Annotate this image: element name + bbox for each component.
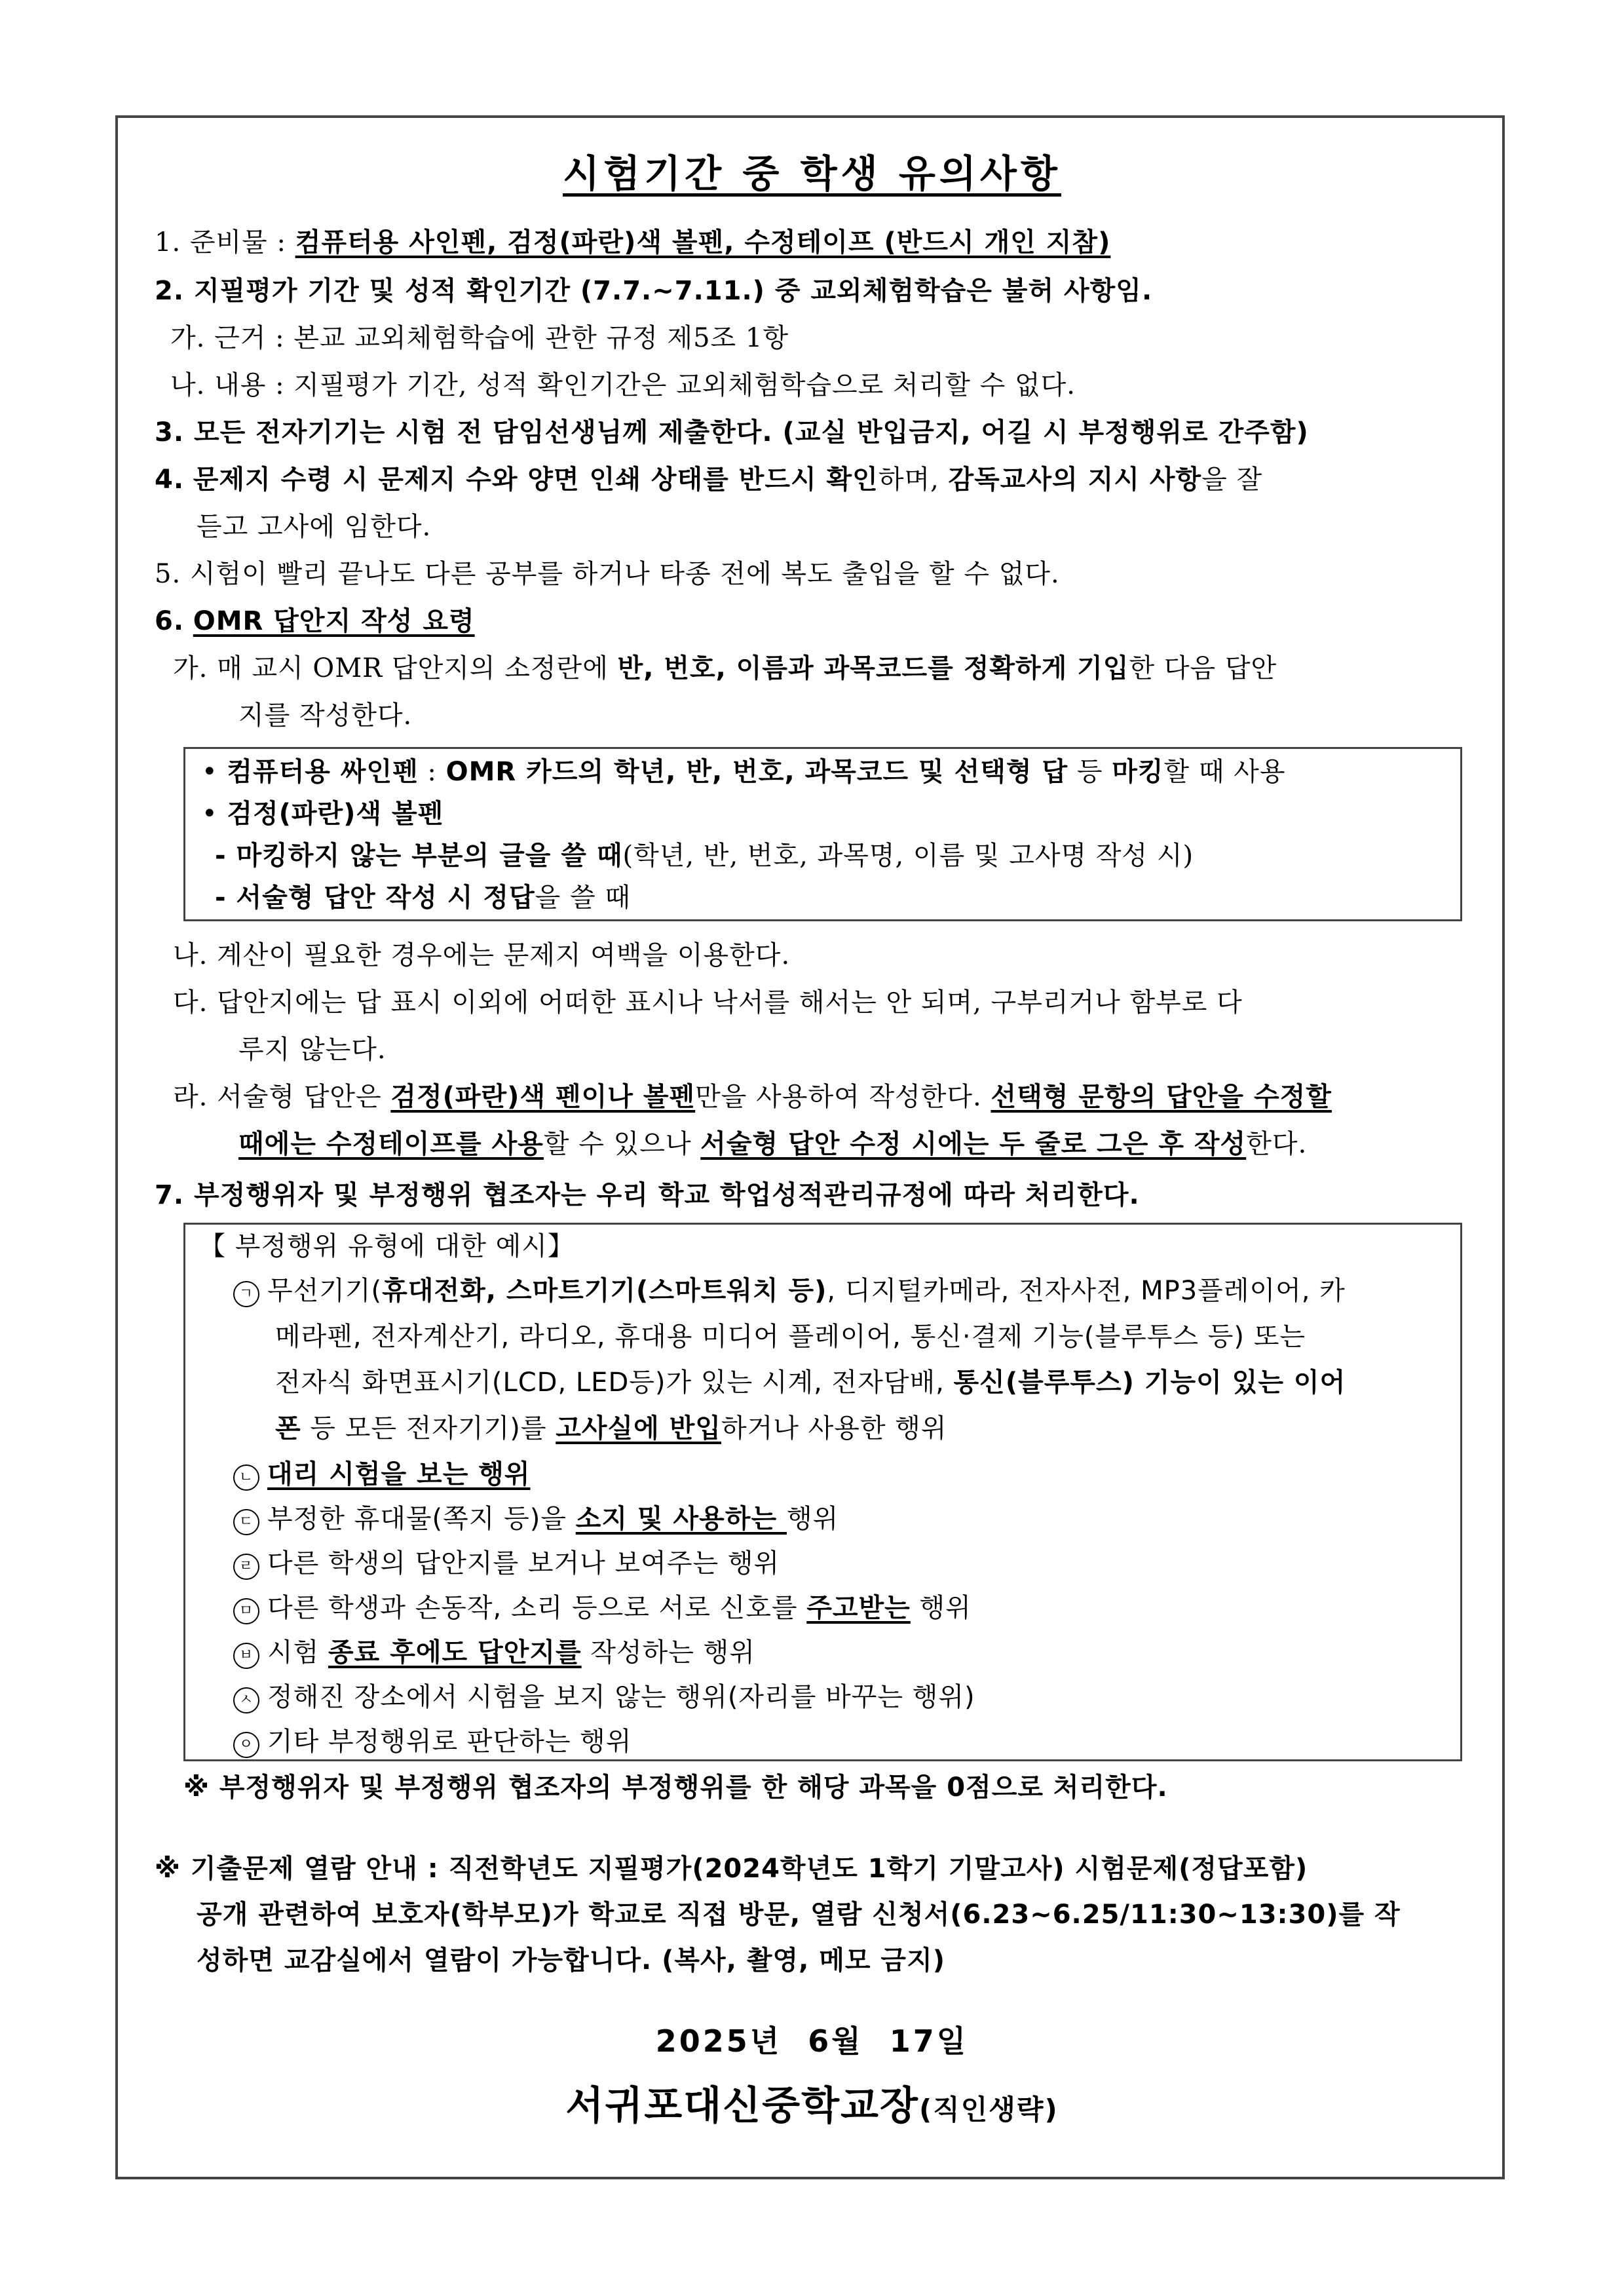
item-2: 2. 지필평가 기간 및 성적 확인기간 (7.7.~7.11.) 중 교외체험학습은 불허 사항임. bbox=[155, 276, 1153, 306]
misconduct-header: 【 부정행위 유형에 대한 예시】 bbox=[199, 1231, 575, 1261]
item-3: 3. 모든 전자기기는 시험 전 담임선생님께 제출한다. (교실 반입금지, 어길 시 부정행위로 간주함) bbox=[155, 417, 1309, 448]
misconduct-example-5: ㅁ 다른 학생과 손동작, 소리 등으로 서로 신호를 주고받는 행위 bbox=[233, 1595, 972, 1624]
item-6-na: 나. 계산이 필요한 경우에는 문제지 여백을 이용한다. bbox=[173, 940, 791, 970]
item-4-line2: 듣고 고사에 임한다. bbox=[197, 512, 432, 542]
issue-date: 2025년 6월 17일 bbox=[655, 2023, 969, 2059]
misconduct-example-3: ㄷ 부정한 휴대물(쪽지 등)을 소지 및 사용하는 행위 bbox=[233, 1506, 839, 1535]
misconduct-example-1-line4: 폰 등 모든 전자기기)를 고사실에 반입하거나 사용한 행위 bbox=[275, 1413, 947, 1444]
item-2-ga: 가. 근거 : 본교 교외체험학습에 관한 규정 제5조 1항 bbox=[170, 323, 789, 353]
circled-letter-icon: ㅅ bbox=[233, 1687, 259, 1713]
item-6: 6. OMR 답안지 작성 요령 bbox=[155, 606, 475, 636]
omr-tools-line-4: - 서술형 답안 작성 시 정답을 쓸 때 bbox=[215, 883, 631, 913]
circled-letter-icon: ㄷ bbox=[233, 1509, 259, 1535]
seal-omitted: (직인생략) bbox=[918, 2094, 1059, 2126]
misconduct-example-1-line3: 전자식 화면표시기(LCD, LED등)가 있는 시계, 전자담배, 통신(블루투스) 기능이 있는 이어 bbox=[275, 1368, 1346, 1398]
item-6-ga: 가. 매 교시 OMR 답안지의 소정란에 반, 번호, 이름과 과목코드를 정확하게 기입한 다음 답안 bbox=[173, 653, 1277, 683]
page-title: 시험기간 중 학생 유의사항 bbox=[563, 151, 1061, 196]
past-exam-note-line2: 공개 관련하여 보호자(학부모)가 학교로 직접 방문, 열람 신청서(6.23~6.25/11:30~13:30)를 작 bbox=[197, 1900, 1401, 1930]
misconduct-example-1: ㄱ 무선기기(휴대전화, 스마트기기(스마트워치 등), 디지털카메라, 전자사전, MP3플레이어, 카 bbox=[233, 1278, 1346, 1307]
misconduct-example-1-line2: 메라펜, 전자계산기, 라디오, 휴대용 미디어 플레이어, 통신·결제 기능(블루투스 등) 또는 bbox=[275, 1322, 1306, 1352]
penalty-note: ※ 부정행위자 및 부정행위 협조자의 부정행위를 한 해당 과목을 0점으로 처리한다. bbox=[183, 1772, 1168, 1803]
misconduct-example-7: ㅅ 정해진 장소에서 시험을 보지 않는 행위(자리를 바꾸는 행위) bbox=[233, 1684, 975, 1713]
item-1: 1. 준비물 : 컴퓨터용 사인펜, 검정(파란)색 볼펜, 수정테이프 (반드시 개인 지참) bbox=[155, 227, 1111, 258]
past-exam-note-line1: ※ 기출문제 열람 안내 : 직전학년도 지필평가(2024학년도 1학기 기말고사) 시험문제(정답포함) bbox=[155, 1854, 1308, 1884]
circled-letter-icon: ㅂ bbox=[233, 1643, 259, 1669]
circled-letter-icon: ㅁ bbox=[233, 1598, 259, 1624]
circled-letter-icon: ㄹ bbox=[233, 1554, 259, 1580]
item-6-da: 다. 답안지에는 답 표시 이외에 어떠한 표시나 낙서를 해서는 안 되며, 구부리거나 함부로 다 bbox=[173, 987, 1243, 1018]
item-5: 5. 시험이 빨리 끝나도 다른 공부를 하거나 타종 전에 복도 출입을 할 수 없다. bbox=[155, 559, 1060, 589]
item-6-da-line2: 루지 않는다. bbox=[238, 1035, 387, 1065]
circled-letter-icon: ㄴ bbox=[233, 1464, 259, 1491]
misconduct-example-4: ㄹ 다른 학생의 답안지를 보거나 보여주는 행위 bbox=[233, 1550, 780, 1580]
misconduct-example-6: ㅂ 시험 종료 후에도 답안지를 작성하는 행위 bbox=[233, 1639, 755, 1669]
item-6-title: OMR 답안지 작성 요령 bbox=[193, 606, 475, 636]
item-2-na: 나. 내용 : 지필평가 기간, 성적 확인기간은 교외체험학습으로 처리할 수 없다. bbox=[170, 370, 1076, 400]
past-exam-note-line3: 성하면 교감실에서 열람이 가능합니다. (복사, 촬영, 메모 금지) bbox=[197, 1945, 945, 1976]
item-6-ga-line2: 지를 작성한다. bbox=[238, 700, 413, 731]
circled-letter-icon: ㄱ bbox=[233, 1281, 259, 1307]
item-6-ra-line2: 때에는 수정테이프를 사용할 수 있으나 서술형 답안 수정 시에는 두 줄로 그은 후 작성한다. bbox=[238, 1129, 1308, 1159]
circled-letter-icon: ㅇ bbox=[233, 1732, 259, 1758]
misconduct-example-8: ㅇ 기타 부정행위로 판단하는 행위 bbox=[233, 1729, 632, 1758]
item-4: 4. 문제지 수령 시 문제지 수와 양면 인쇄 상태를 반드시 확인하며, 감독교사의 지시 사항을 잘 bbox=[155, 465, 1263, 495]
omr-tools-line-3: - 마킹하지 않는 부분의 글을 쓸 때(학년, 반, 번호, 과목명, 이름 및 고사명 작성 시) bbox=[215, 841, 1194, 871]
omr-tools-line-1: • 컴퓨터용 싸인펜 : OMR 카드의 학년, 반, 번호, 과목코드 및 선택형 답 등 마킹할 때 사용 bbox=[202, 757, 1286, 787]
misconduct-example-2: ㄴ 대리 시험을 보는 행위 bbox=[233, 1461, 531, 1491]
signature-block bbox=[0, 2083, 1624, 2129]
omr-tools-line-2: • 검정(파란)색 볼펜 bbox=[202, 799, 444, 829]
school-principal: 서귀포대신중학교장 bbox=[565, 2083, 919, 2129]
item-7: 7. 부정행위자 및 부정행위 협조자는 우리 학교 학업성적관리규정에 따라 처리한다. bbox=[155, 1180, 1140, 1210]
item-6-ra: 라. 서술형 답안은 검정(파란)색 펜이나 볼펜만을 사용하여 작성한다. 선택형 문항의 답안을 수정할 bbox=[173, 1082, 1332, 1112]
item-1-supplies: 컴퓨터용 사인펜, 검정(파란)색 볼펜, 수정테이프 (반드시 개인 지참) bbox=[295, 227, 1111, 258]
